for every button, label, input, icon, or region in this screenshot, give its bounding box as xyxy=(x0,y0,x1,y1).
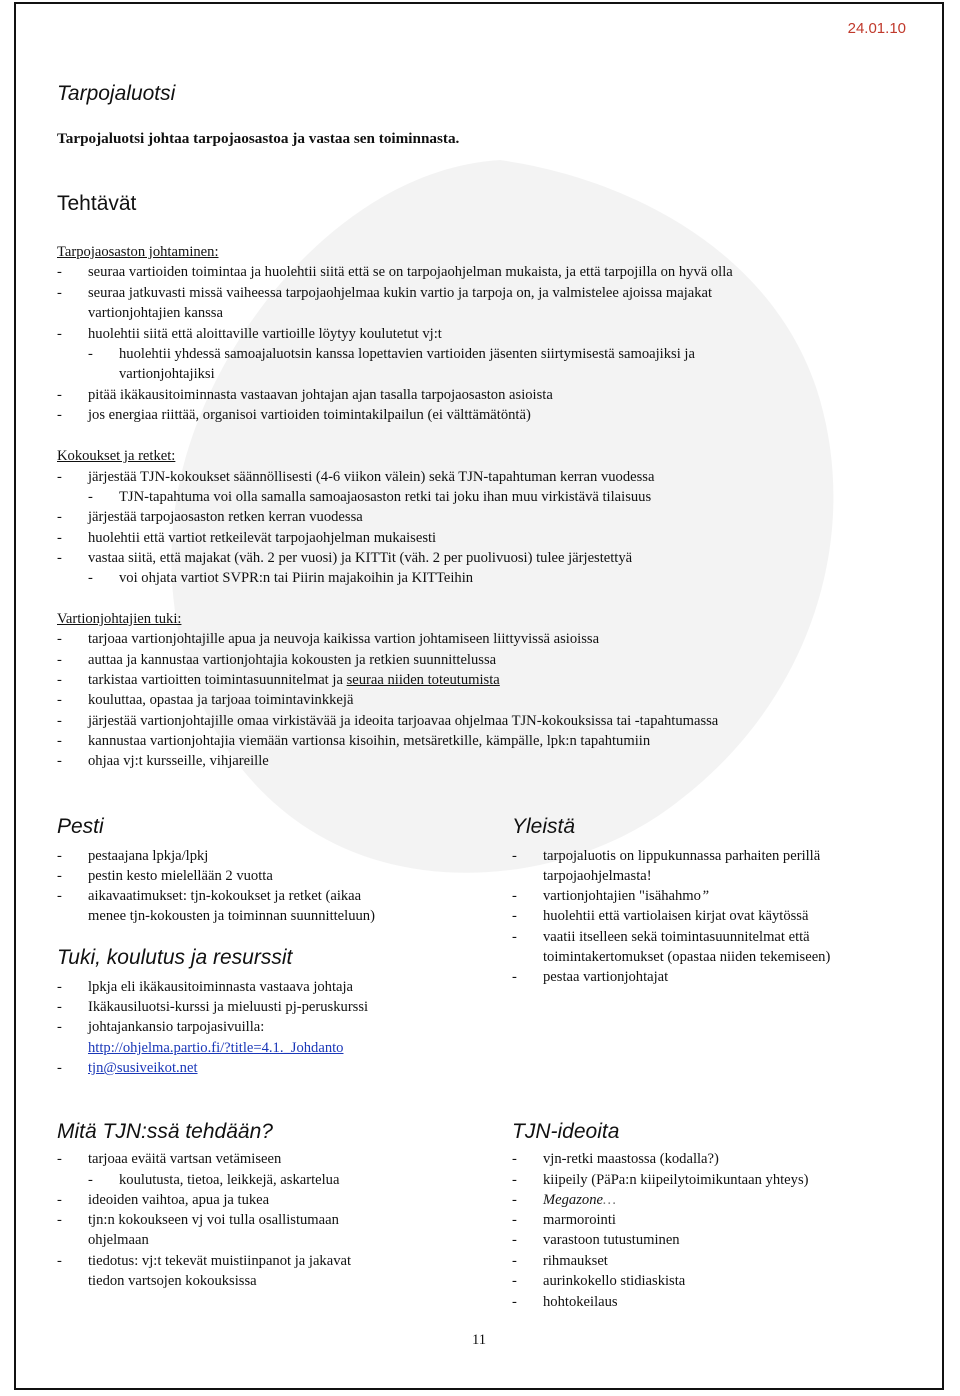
intro-text: Tarpojaluotsi johtaa tarpojaosastoa ja vastaa sen toiminnasta. xyxy=(57,130,460,147)
list-subitem: voi ohjata vartiot SVPR:n tai Piirin majakoihin ja KITTeihin xyxy=(119,570,474,586)
list-item: jos energiaa riittää, organisoi vartioiden toimintakilpailun (ei välttämätöntä) xyxy=(88,407,531,423)
page-number: 11 xyxy=(472,1332,487,1348)
list-dash: - xyxy=(88,1172,93,1188)
list-item: vaatii itselleen sekä toimintasuunnitelmat että xyxy=(543,929,810,945)
list-item: pestaajana lpkja/lpkj xyxy=(88,848,209,864)
list-dash: - xyxy=(57,753,62,769)
list-subitem: TJN-tapahtuma voi olla samalla samoajaosaston retki tai joku ihan muu virkistävä tilaisuus xyxy=(119,489,652,505)
list-dash: - xyxy=(512,1294,517,1310)
list-item: järjestää tarpojaosaston retken kerran vuodessa xyxy=(88,509,363,525)
list-item-continued: vartionjohtajien kanssa xyxy=(88,305,223,321)
list-dash: - xyxy=(512,908,517,924)
list-item: marmorointi xyxy=(543,1212,616,1228)
list-item: johtajankansio tarpojasivuilla: xyxy=(88,1019,265,1035)
list-dash: - xyxy=(57,509,62,525)
list-dash: - xyxy=(57,387,62,403)
list-dash: - xyxy=(512,848,517,864)
list-item: huolehtii että vartiolaisen kirjat ovat käytössä xyxy=(543,908,809,924)
yleista-heading: Yleistä xyxy=(512,815,576,838)
list-dash: - xyxy=(57,999,62,1015)
list-item: vjn-retki maastossa (kodalla?) xyxy=(543,1151,719,1167)
list-item: tarjoaa eväitä vartsan vetämiseen xyxy=(88,1151,282,1167)
list-item: aurinkokello stidiaskista xyxy=(543,1273,686,1289)
list-item xyxy=(543,1190,616,1210)
list-item: pestin kesto mielellään 2 vuotta xyxy=(88,868,273,884)
list-item: auttaa ja kannustaa vartionjohtajia kokousten ja retkien suunnittelussa xyxy=(88,652,497,668)
ideat-heading: TJN-ideoita xyxy=(512,1120,620,1143)
list-dash: - xyxy=(57,530,62,546)
list-item: tjn:n kokoukseen vj voi tulla osallistumaan xyxy=(88,1212,339,1228)
list-dash: - xyxy=(88,346,93,362)
list-item-continued: toimintakertomukset (opastaa niiden tekemiseen) xyxy=(543,949,831,965)
list-item xyxy=(543,886,709,906)
list-dash: - xyxy=(57,652,62,668)
list-item: huolehtii siitä että aloittaville vartioille löytyy koulutetut vj:t xyxy=(88,326,442,342)
list-dash: - xyxy=(512,1212,517,1228)
list-dash: - xyxy=(512,969,517,985)
johtajankansio-link[interactable]: http://ohjelma.partio.fi/?title=4.1._Johdanto xyxy=(88,1040,344,1056)
list-dash: - xyxy=(512,1172,517,1188)
list-item-continued: tiedon vartsojen kokouksissa xyxy=(88,1273,257,1289)
pesti-heading: Pesti xyxy=(57,815,104,838)
list-item-text: vartionjohtajien "isähahmo xyxy=(543,888,701,904)
list-dash: - xyxy=(57,1151,62,1167)
list-item-continued: tarpojaohjelmasta! xyxy=(543,868,652,884)
mita-heading: Mitä TJN:ssä tehdään? xyxy=(57,1120,273,1143)
list-dash: - xyxy=(88,570,93,586)
tasks-heading: Tehtävät xyxy=(57,192,137,215)
list-dash: - xyxy=(57,1253,62,1269)
list-dash: - xyxy=(57,469,62,485)
list-item xyxy=(88,670,500,690)
list-dash: - xyxy=(57,1212,62,1228)
page-title: Tarpojaluotsi xyxy=(57,82,176,105)
list-dash: - xyxy=(57,264,62,280)
list-item: seuraa jatkuvasti missä vaiheessa tarpojaohjelmaa kukin vartio ja tarpoja on, ja valmistelee ajoissa majakat xyxy=(88,285,713,301)
list-item: ideoiden vaihtoa, apua ja tukea xyxy=(88,1192,270,1208)
list-item: huolehtii että vartiot retkeilevät tarpojaohjelman mukaisesti xyxy=(88,530,437,546)
list-item: kiipeily (PäPa:n kiipeilytoimikuntaan yhteys) xyxy=(543,1172,809,1188)
list-subitem: koulutusta, tietoa, leikkejä, askartelua xyxy=(119,1172,340,1188)
list-item: tarpojaluotis on lippukunnassa parhaiten perillä xyxy=(543,848,821,864)
list-item: hohtokeilaus xyxy=(543,1294,618,1310)
list-dash: - xyxy=(57,888,62,904)
list-dash: - xyxy=(512,1253,517,1269)
list-item: kannustaa vartionjohtajia viemään vartionsa kisoihin, metsäretkille, kämpälle, lpk:n tapahtumiin xyxy=(88,733,651,749)
list-dash: - xyxy=(88,489,93,505)
list-dash: - xyxy=(57,733,62,749)
ellipsis-glyph: … xyxy=(602,1192,616,1208)
meetings-heading: Kokoukset ja retket: xyxy=(57,448,176,464)
list-dash: - xyxy=(57,407,62,423)
support-heading: Vartionjohtajien tuki: xyxy=(57,611,182,627)
list-item: rihmaukset xyxy=(543,1253,608,1269)
list-dash: - xyxy=(512,1273,517,1289)
list-item-continued: ohjelmaan xyxy=(88,1232,149,1248)
email-link[interactable]: tjn@susiveikot.net xyxy=(88,1060,198,1076)
list-item: seuraa vartioiden toimintaa ja huolehtii siitä että se on tarpojaohjelman mukaista, ja että tarpojilla on hyvä olla xyxy=(88,264,733,280)
list-dash: - xyxy=(57,285,62,301)
list-dash: - xyxy=(57,631,62,647)
list-dash: - xyxy=(57,692,62,708)
list-item: pitää ikäkausitoiminnasta vastaavan johtajan ajan tasalla tarpojaosaston asioista xyxy=(88,387,553,403)
header-date: 24.01.10 xyxy=(847,20,906,37)
list-item: varastoon tutustuminen xyxy=(543,1232,680,1248)
list-item: kouluttaa, opastaa ja tarjoaa toimintavinkkejä xyxy=(88,692,354,708)
list-item-text: tarkistaa vartioitten toimintasuunnitelmat ja xyxy=(88,672,347,688)
list-item: aikavaatimukset: tjn-kokoukset ja retket (aikaa xyxy=(88,888,362,904)
list-item-text: Megazone xyxy=(543,1192,603,1208)
list-dash: - xyxy=(57,979,62,995)
list-item: ohjaa vj:t kursseille, vihjareille xyxy=(88,753,269,769)
list-item: järjestää TJN-kokoukset säännöllisesti (4-6 viikon välein) sekä TJN-tapahtuman kerran vuodessa xyxy=(88,469,655,485)
list-item: järjestää vartionjohtajille omaa virkistävää ja ideoita tarjoavaa ohjelmaa TJN-kokouksissa tai -tapahtumassa xyxy=(88,713,719,729)
list-dash: - xyxy=(512,1192,517,1208)
list-item: vastaa siitä, että majakat (väh. 2 per vuosi) ja KITTit (väh. 2 per puolivuosi) tulee järjestettyä xyxy=(88,550,633,566)
list-item: tiedotus: vj:t tekevät muistiinpanot ja jakavat xyxy=(88,1253,352,1269)
list-dash: - xyxy=(57,868,62,884)
list-dash: - xyxy=(57,713,62,729)
list-subitem: huolehtii yhdessä samoajaluotsin kanssa lopettavien vartioiden jäsenten siirtymisestä samoajiksi ja xyxy=(119,346,695,362)
list-item: lpkja eli ikäkausitoiminnasta vastaava johtaja xyxy=(88,979,354,995)
list-dash: - xyxy=(57,326,62,342)
list-dash: - xyxy=(57,550,62,566)
list-dash: - xyxy=(57,1192,62,1208)
list-dash: - xyxy=(57,1060,62,1076)
list-dash: - xyxy=(512,1232,517,1248)
list-dash: - xyxy=(512,1151,517,1167)
list-item: tarjoaa vartionjohtajille apua ja neuvoja kaikissa vartion johtamiseen liittyvissä asioissa xyxy=(88,631,600,647)
list-item-continued: menee tjn-kokousten ja toiminnan suunnitteluun) xyxy=(88,908,375,924)
list-item: Ikäkausiluotsi-kurssi ja mieluusti pj-peruskurssi xyxy=(88,999,369,1015)
list-dash: - xyxy=(57,1019,62,1035)
leadership-heading: Tarpojaosaston johtaminen: xyxy=(57,244,219,260)
list-dash: - xyxy=(512,929,517,945)
list-dash: - xyxy=(57,672,62,688)
list-dash: - xyxy=(57,848,62,864)
closing-quote-glyph: ” xyxy=(700,888,710,904)
tuki-heading: Tuki, koulutus ja resurssit xyxy=(57,946,293,969)
list-dash: - xyxy=(512,888,517,904)
underlined-phrase: seuraa niiden toteutumista xyxy=(346,672,500,688)
list-subitem-continued: vartionjohtajiksi xyxy=(119,366,215,382)
list-item: pestaa vartionjohtajat xyxy=(543,969,669,985)
